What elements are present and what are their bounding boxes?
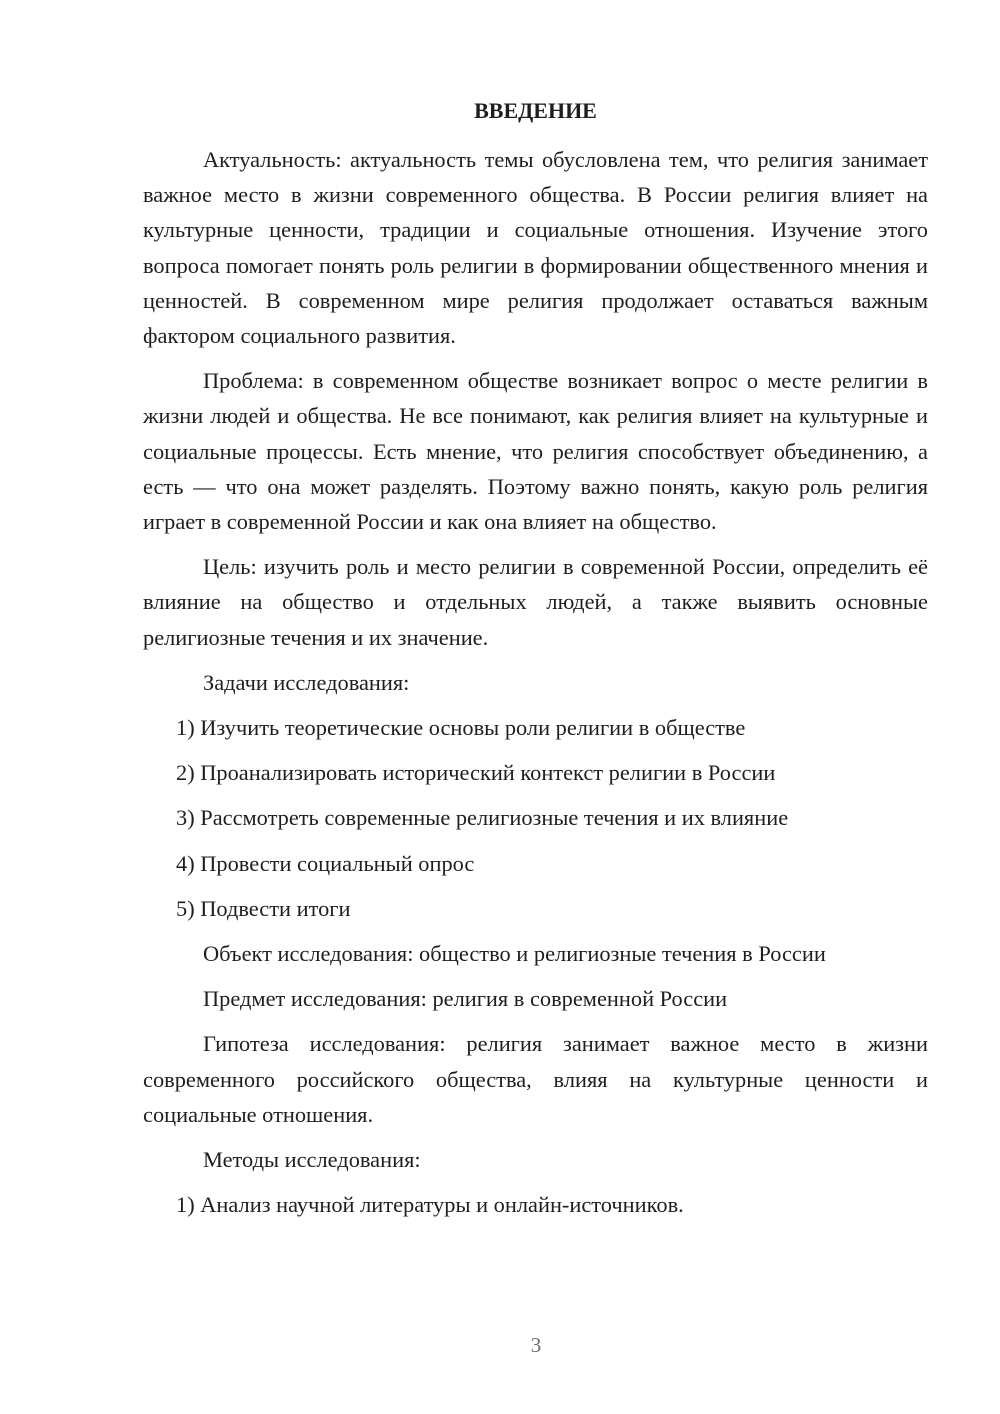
task-item: 3) Рассмотреть современные религиозные течения и их влияние xyxy=(176,805,789,831)
relevance-paragraph: Актуальность: актуальность темы обусловлена тем, что религия занимает важное место в жизни современного общества. В России религия влияет на культурные ценности, традиции и социальные отношения. Изучение этого вопроса помогает понять роль религии в формировании общественного мнения и ценностей. В современном мире религия продолжает оставаться важным фактором социального развития. xyxy=(143,147,928,349)
method-item: 1) Анализ научной литературы и онлайн-источников. xyxy=(176,1192,684,1218)
task-item: 2) Проанализировать исторический контекст религии в России xyxy=(176,760,776,786)
goal-paragraph: Цель: изучить роль и место религии в современной России, определить её влияние на общество и отдельных людей, а также выявить основные религиозные течения и их значение. xyxy=(143,554,928,650)
tasks-heading: Задачи исследования: xyxy=(203,669,410,695)
task-item: 5) Подвести итоги xyxy=(176,895,351,921)
page-title: ВВЕДЕНИЕ xyxy=(474,98,597,123)
hypothesis-paragraph: Гипотеза исследования: религия занимает важное место в жизни современного российского общества, влияя на культурные ценности и социальные отношения. xyxy=(143,1031,928,1127)
page-number: 3 xyxy=(530,1333,542,1357)
subject-paragraph: Предмет исследования: религия в современной России xyxy=(203,986,728,1012)
task-item: 1) Изучить теоретические основы роли религии в обществе xyxy=(176,715,746,741)
methods-heading: Методы исследования: xyxy=(203,1147,421,1173)
problem-paragraph: Проблема: в современном обществе возникает вопрос о месте религии в жизни людей и общества. Не все понимают, как религия влияет на культурные и социальные процессы. Есть мнение, что религия способствует объединению, а есть — что она может разделять. Поэтому важно понять, какую роль религия играет в современной России и как она влияет на общество. xyxy=(143,368,928,535)
task-item: 4) Провести социальный опрос xyxy=(176,850,475,876)
object-paragraph: Объект исследования: общество и религиозные течения в России xyxy=(203,941,826,967)
page-content xyxy=(143,96,928,1222)
